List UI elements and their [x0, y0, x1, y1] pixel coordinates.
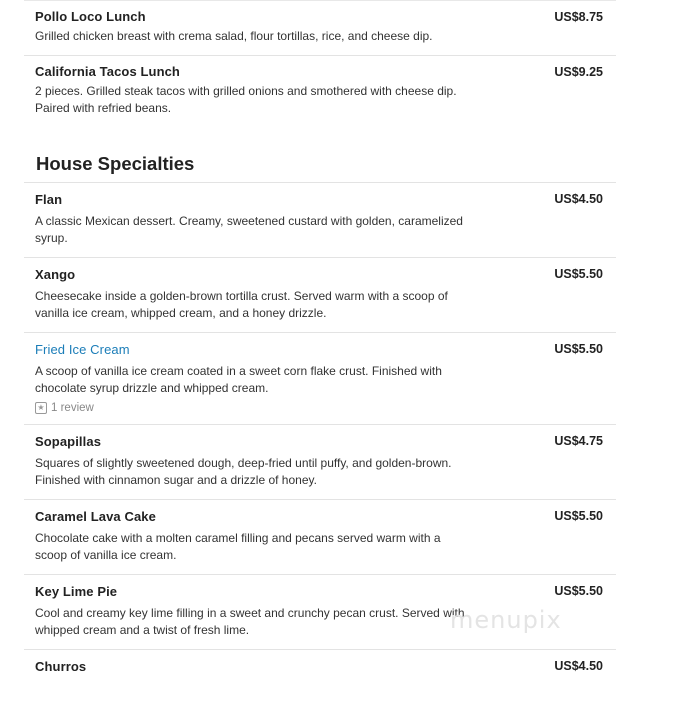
- item-description: Cheesecake inside a golden-brown tortilla crust. Served warm with a scoop of vanilla ice cream, whipped cream, and a honey drizzle.: [35, 289, 448, 320]
- menu-list: [24, 0, 616, 690]
- item-name: Sopapillas: [35, 434, 102, 449]
- item-name: California Tacos Lunch: [35, 64, 180, 79]
- menu-item: [24, 499, 616, 574]
- item-name: Xango: [35, 267, 76, 282]
- item-name: Pollo Loco Lunch: [35, 9, 146, 24]
- item-name: Key Lime Pie: [35, 584, 118, 599]
- item-price: US$9.25: [554, 65, 603, 79]
- item-name-link[interactable]: Fried Ice Cream: [35, 342, 130, 357]
- item-price: US$4.75: [554, 434, 603, 448]
- menu-item: [24, 649, 616, 690]
- review-count[interactable]: 1 review: [51, 402, 94, 414]
- item-name: Caramel Lava Cake: [35, 509, 156, 524]
- menu-item: [24, 0, 616, 55]
- watermark-logo: menupix: [450, 606, 562, 634]
- item-description: Cool and creamy key lime filling in a sweet and crunchy pecan crust. Served with whipped cream and a twist of fresh lime.: [35, 606, 465, 637]
- item-price: US$8.75: [554, 10, 603, 24]
- item-name: Churros: [35, 659, 87, 674]
- menu-item: [24, 424, 616, 499]
- item-description: A scoop of vanilla ice cream coated in a sweet corn flake crust. Finished with chocolate syrup drizzle and whipped cream.: [35, 364, 442, 395]
- item-price: US$5.50: [554, 267, 603, 281]
- item-price: US$5.50: [554, 342, 603, 356]
- item-description: Squares of slightly sweetened dough, deep-fried until puffy, and golden-brown. Finished with cinnamon sugar and a drizzle of honey.: [35, 456, 452, 487]
- menu-item: [24, 182, 616, 257]
- menu-item: [24, 257, 616, 332]
- menu-item: [24, 332, 616, 424]
- item-price: US$5.50: [554, 509, 603, 523]
- review-star-icon: ★: [35, 402, 47, 414]
- section-title: House Specialties: [36, 153, 195, 174]
- review-link[interactable]: [35, 402, 606, 414]
- item-name: Flan: [35, 192, 63, 207]
- item-description: Chocolate cake with a molten caramel filling and pecans served warm with a scoop of vanilla ice cream.: [35, 531, 441, 562]
- item-price: US$4.50: [554, 192, 603, 206]
- item-description: A classic Mexican dessert. Creamy, sweetened custard with golden, caramelized syrup.: [35, 214, 463, 245]
- item-description: Grilled chicken breast with crema salad, flour tortillas, rice, and cheese dip.: [35, 29, 433, 43]
- menu-item: [24, 55, 616, 127]
- item-price: US$4.50: [554, 659, 603, 673]
- item-description: 2 pieces. Grilled steak tacos with grilled onions and smothered with cheese dip. Paired with refried beans.: [35, 84, 457, 115]
- item-price: US$5.50: [554, 584, 603, 598]
